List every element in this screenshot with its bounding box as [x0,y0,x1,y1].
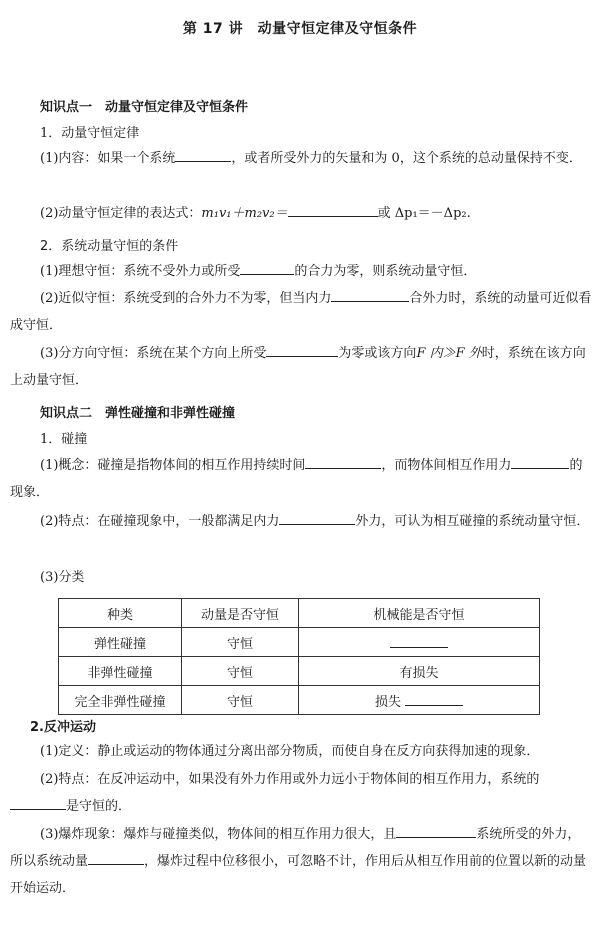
table-cell [299,628,540,657]
text: 外力，可认为相互碰撞的系统动量守恒． [355,514,590,529]
table-cell: 有损失 [299,657,540,686]
fill-blank [405,691,463,706]
fill-blank [511,454,569,469]
formula: m₁v₁＋m₂v₂＝ [201,206,288,221]
table-header: 种类 [59,599,182,628]
paragraph-concept [10,452,592,506]
fill-blank [175,147,231,162]
text: (1)定义：静止或运动的物体通过分离出部分物质，而使自身在反方向获得加速的现象． [40,744,540,759]
table-row [59,657,540,686]
table-header: 动量是否守恒 [182,599,299,628]
paragraph-feature [10,508,592,535]
paragraph-approximate [10,285,592,339]
table-header-row [59,599,540,628]
fill-blank [240,260,294,275]
fill-blank [88,850,144,865]
text: 合外力时，系统的动量可近似看成守恒． [10,291,592,333]
page-title: 第 17 讲 动量守恒定律及守恒条件 [182,21,418,37]
table-cell [299,686,540,715]
text: 为零或该方向 [338,346,417,361]
table-cell: 非弹性碰撞 [59,657,182,686]
fill-blank [279,510,355,525]
text: (3)分方向守恒：系统在某个方向上所受 [40,346,267,361]
text: (1)概念：碰撞是指物体间的相互作用持续时间 [40,458,306,473]
text: (1)理想守恒：系统不受外力或所受 [40,264,241,279]
text: (2)特点：在碰撞现象中，一般都满足内力 [40,514,280,529]
table-cell: 守恒 [182,628,299,657]
text: (2)动量守恒定律的表达式： [40,206,202,221]
table-cell: 弹性碰撞 [59,628,182,657]
table-row [59,628,540,657]
text: (2)特点：在反冲运动中，如果没有外力作用或外力远小于物体间的相互作用力，系统的 [40,772,540,787]
text: ，或者所受外力的矢量和为 0，这个系统的总动量保持不变． [231,151,582,166]
collision-table [58,598,540,715]
paragraph-content [10,145,592,172]
subheading-conditions: 2．系统动量守恒的条件 [40,239,179,254]
subheading-momentum-law: 1．动量守恒定律 [40,126,140,141]
text: 损失 [374,694,401,710]
text: 是守恒的． [66,799,132,814]
text: 的合力为零，则系统动量守恒． [294,264,477,279]
paragraph-ideal [10,258,592,285]
text: 系统所受的外力，所以系统动量 [10,827,581,869]
text: (1)内容：如果一个系统 [40,151,176,166]
formula: F 内≫F 外 [416,346,482,361]
table-cell: 完全非弹性碰撞 [59,686,182,715]
section-heading-2: 知识点二 弹性碰撞和非弹性碰撞 [40,406,236,421]
fill-blank [331,287,409,302]
text: (3)爆炸现象：爆炸与碰撞类似，物体间的相互作用力很大，且 [40,827,397,842]
fill-blank [288,202,378,217]
text: 或 Δp₁＝－Δp₂. [377,206,471,221]
text: ，而物体间相互作用力 [381,458,512,473]
text: ，爆炸过程中位移很小，可忽略不计，作用后从相互作用前的位置以新的动量开始运动． [10,854,587,896]
fill-blank [390,633,448,648]
paragraph-expression [10,200,592,227]
paragraph-recoil-feature [10,766,592,820]
paragraph-explosion [10,821,592,902]
table-cell: 守恒 [182,657,299,686]
paragraph-direction [10,340,592,394]
fill-blank [266,342,338,357]
paragraph-classification [10,564,592,591]
table-row [59,686,540,715]
text: 的现象． [10,458,583,500]
subheading-collision: 1．碰撞 [40,432,88,447]
text: 时，系统在该方向上动量守恒． [10,346,586,388]
text: (2)近似守恒：系统受到的合外力不为零，但当内力 [40,291,332,306]
fill-blank [10,795,66,810]
paragraph-recoil-definition [10,738,592,765]
table-header: 机械能是否守恒 [299,599,540,628]
text: (3)分类 [40,570,85,585]
subheading-recoil: 2.反冲运动 [30,720,96,735]
fill-blank [305,454,381,469]
section-heading-1: 知识点一 动量守恒定律及守恒条件 [40,100,249,115]
table-cell: 守恒 [182,686,299,715]
fill-blank [396,823,476,838]
